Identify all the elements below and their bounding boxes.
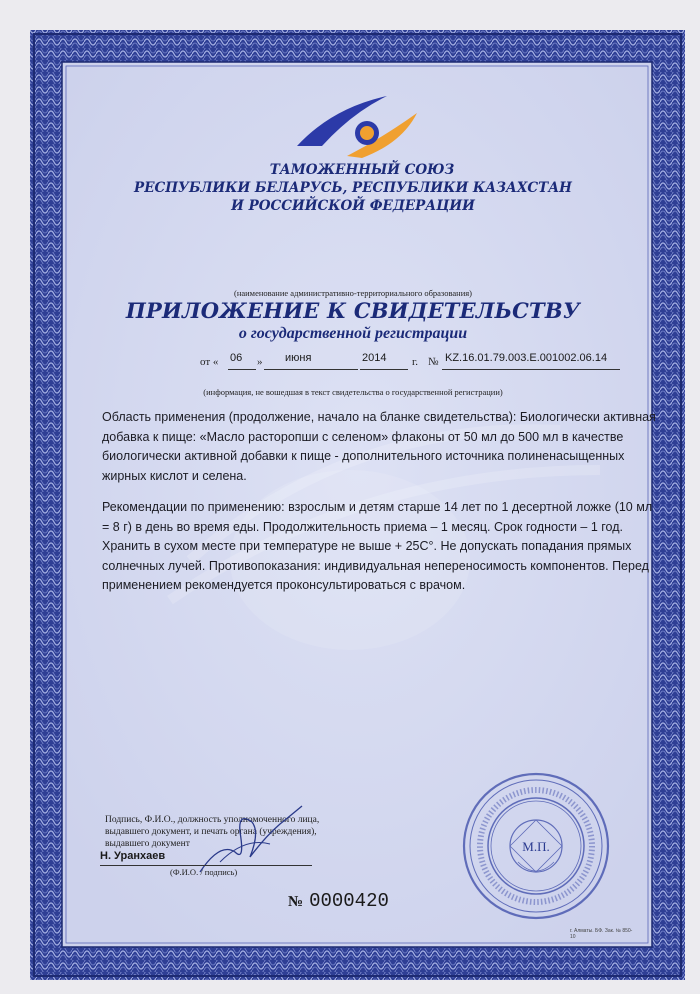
- date-day: 06: [230, 352, 243, 364]
- serial-value: 0000420: [309, 890, 389, 912]
- scope-paragraph: Область применения (продолжение, начало на бланке свидетельства): Биологически активная добавка к пище: «Масло расторопши с селеном» флаконы от 50 мл до 500 мл в качестве биологически активной добавки к пище - дополнительного источника полиненасыщенных жирных кислот и селена.: [102, 410, 656, 483]
- signer-name: Н. Уранхаев: [100, 850, 166, 862]
- serial-label: №: [288, 894, 304, 910]
- signature-note-line-2: выдавшего документ, и печать органа (учреждения),: [105, 827, 317, 837]
- number-label: №: [428, 356, 439, 368]
- signature-note-line-3: выдавшего документ: [105, 839, 190, 849]
- info-note: (информация, не вошедшая в текст свидетельства о государственной регистрации): [203, 387, 503, 397]
- signature-note-line-1: Подпись, Ф.И.О., должность уполномоченного лица,: [105, 815, 320, 825]
- date-number-row: [200, 352, 640, 372]
- month-underline: [264, 369, 358, 370]
- union-header: [70, 161, 636, 215]
- year-underline: [360, 369, 408, 370]
- certificate-content: [70, 70, 656, 940]
- signature-line: [100, 865, 312, 866]
- number-underline: [442, 369, 620, 370]
- official-seal-icon: [460, 770, 612, 922]
- recommendations-paragraph: Рекомендации по применению: взрослым и детям старше 14 лет по 1 десертной ложке (10 мл = 8 г) в день во время еды. Продолжительность приема – 1 месяц. Срок годности – 1 год. Хранить в сухом месте при температуре не выше + 25С°. Не допускать попадания прямых солнечных лучей. Противопоказания: индивидуальная непереносимость компонентов. Перед применением рекомендуется проконсультироваться с врачом.: [102, 500, 653, 592]
- union-line-2: РЕСПУБЛИКИ БЕЛАРУСЬ, РЕСПУБЛИКИ КАЗАХСТАН: [134, 180, 572, 196]
- registration-number: KZ.16.01.79.003.E.001002.06.14: [445, 352, 608, 364]
- union-line-3: И РОССИЙСКОЙ ФЕДЕРАЦИИ: [231, 198, 475, 214]
- date-month: июня: [285, 352, 312, 364]
- serial-number: [288, 890, 389, 912]
- customs-union-logo-icon: [292, 88, 422, 168]
- printer-note: г. Алматы. БФ. Зак. № 850-10: [570, 928, 633, 940]
- admin-region-note: (наименование административно-территориального образования): [233, 288, 472, 298]
- certificate-body: [102, 408, 662, 596]
- stamp-center-text: М.П.: [522, 839, 550, 854]
- document-subtitle: о государственной регистрации: [238, 325, 468, 342]
- document-title: ПРИЛОЖЕНИЕ К СВИДЕТЕЛЬСТВУ: [125, 298, 581, 323]
- day-underline: [228, 369, 256, 370]
- close-quote: »: [257, 356, 263, 368]
- from-label: от «: [200, 356, 219, 368]
- date-year: 2014: [362, 352, 387, 364]
- fio-note: (Ф.И.О. / подпись): [170, 867, 238, 877]
- year-suffix: г.: [412, 356, 419, 368]
- union-line-1: ТАМОЖЕННЫЙ СОЮЗ: [269, 162, 455, 178]
